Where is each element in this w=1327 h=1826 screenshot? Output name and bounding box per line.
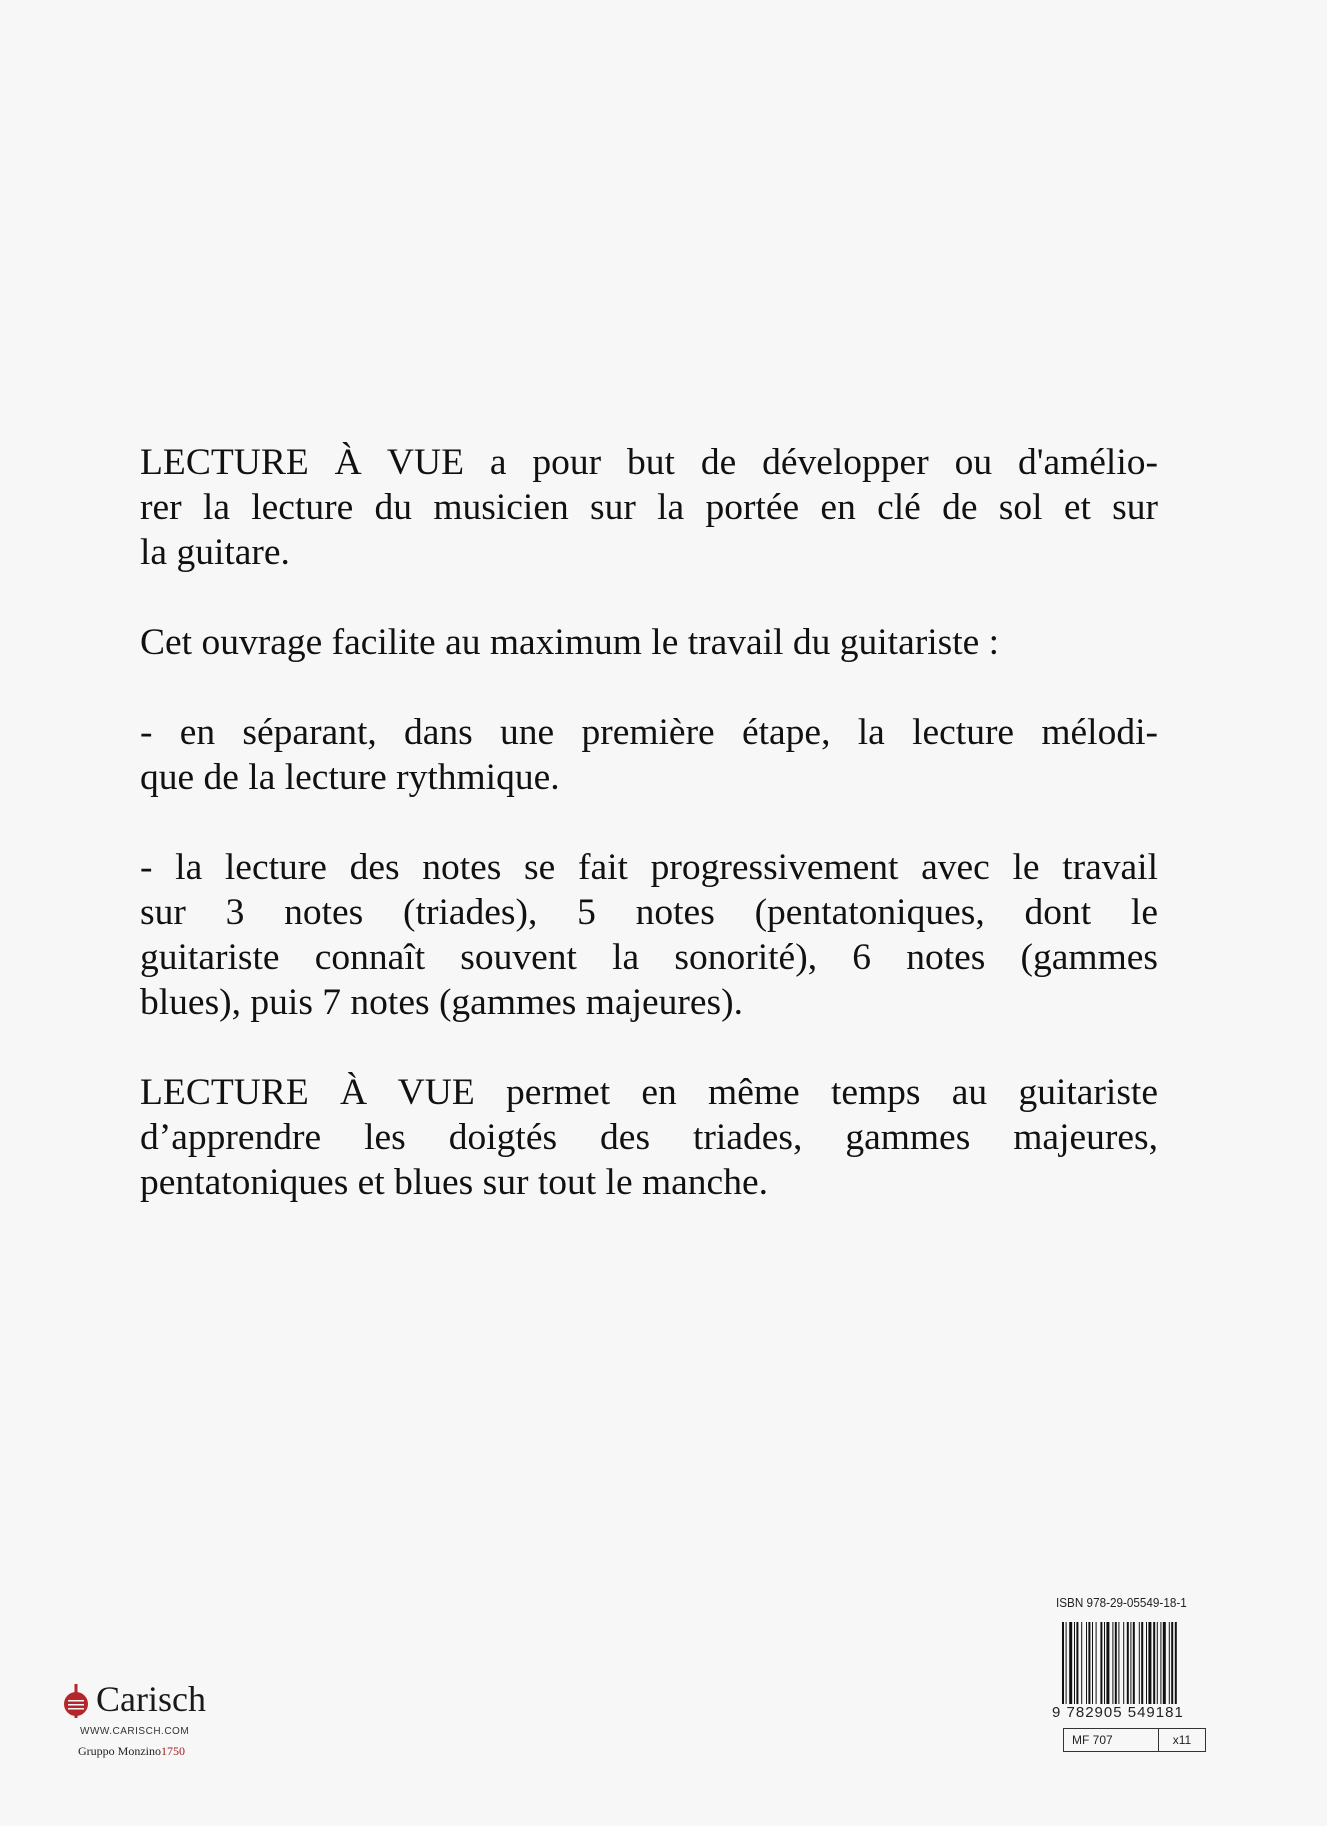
reference-quantity: x11	[1172, 1733, 1192, 1747]
publisher-url: WWW.CARISCH.COM	[80, 1726, 190, 1737]
paragraph-5	[140, 1070, 1158, 1205]
text-line: blues), puis 7 notes (gammes majeures).	[140, 982, 743, 1023]
text-line: que de la lecture rythmique.	[140, 757, 560, 798]
text-line: Cet ouvrage facilite au maximum le travail du guitariste :	[140, 622, 1000, 663]
paragraph-4	[140, 845, 1158, 1025]
text-line: sur 3 notes (triades), 5 notes (pentatoniques, dont le	[140, 892, 1158, 933]
paragraph-1	[140, 440, 1158, 575]
text-line: - en séparant, dans une première étape, la lecture mélodi-	[140, 712, 1158, 753]
text-line: d’apprendre les doigtés des triades, gammes majeures,	[140, 1117, 1158, 1158]
text-line: la guitare.	[140, 532, 290, 573]
barcode-icon	[1062, 1622, 1204, 1704]
text-line: guitariste connaît souvent la sonorité), 6 notes (gammes	[140, 937, 1158, 978]
text-line: LECTURE À VUE a pour but de développer ou d'amélio-	[140, 442, 1158, 483]
isbn-label: ISBN 978-29-05549-18-1	[1056, 1595, 1187, 1610]
paragraph-3	[140, 710, 1158, 800]
barcode-digits: 9 782905 549181	[1052, 1704, 1184, 1721]
text-line: - la lecture des notes se fait progressivement avec le travail	[140, 847, 1158, 888]
carisch-mark-icon	[62, 1684, 90, 1718]
text-line: pentatoniques et blues sur tout le manche.	[140, 1162, 768, 1203]
reference-box	[1063, 1728, 1206, 1752]
group-name: Gruppo Monzino	[78, 1744, 161, 1758]
publisher-logo	[60, 1678, 230, 1788]
publisher-name: Carisch	[96, 1679, 206, 1719]
text-line: rer la lecture du musicien sur la portée en clé de sol et sur	[140, 487, 1158, 528]
publisher-group	[78, 1744, 185, 1759]
back-cover-text	[140, 440, 1158, 1250]
paragraph-2	[140, 620, 1158, 665]
reference-code: MF 707	[1064, 1729, 1159, 1751]
text-line: LECTURE À VUE permet en même temps au guitariste	[140, 1072, 1158, 1113]
group-year: 1750	[161, 1744, 185, 1758]
